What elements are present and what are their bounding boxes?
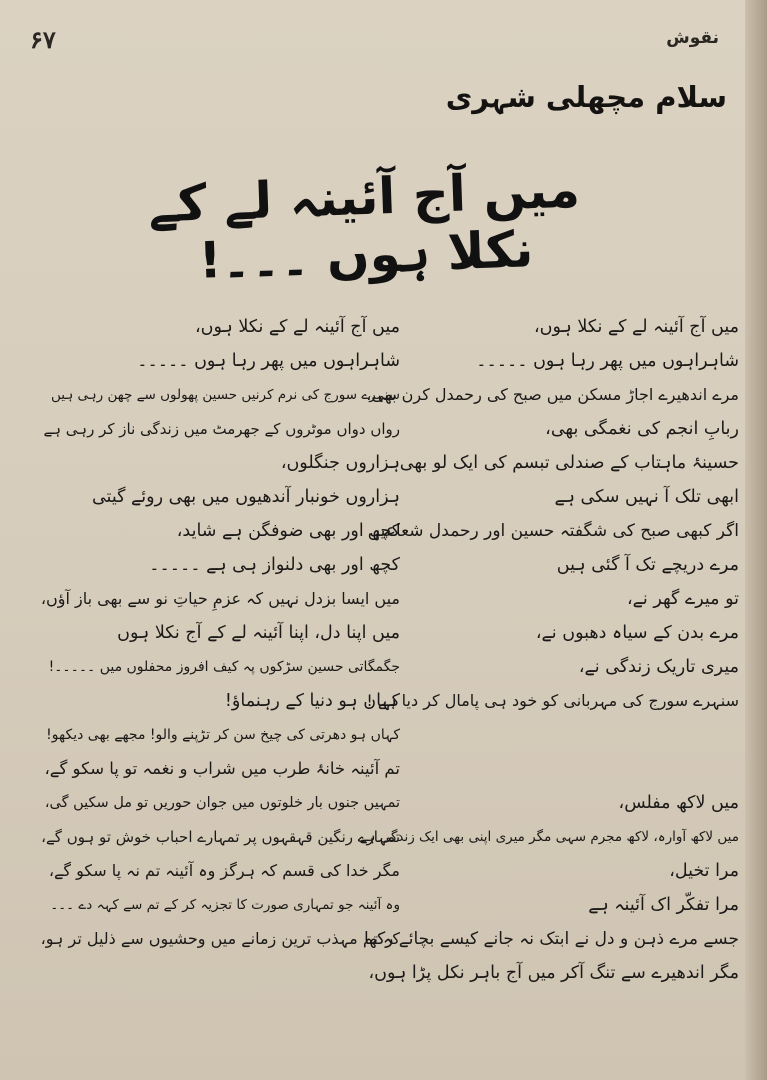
- poem-column-left: [40, 310, 400, 956]
- poem-line: مگر خدا کی قسم کہ ہرگز وہ آئینہ تم نہ پا سکو گے،: [48, 861, 400, 880]
- poem-line: کہاں ہو دھرتی کی چیخ سن کر تڑپنے والو! مجھے بھی دیکھو!: [46, 727, 400, 743]
- running-head: نقوش: [666, 28, 719, 48]
- poem-line: مرے اندھیرے اجاڑ مسکن میں صبح کی رحمدل کرن بھی،: [366, 385, 739, 404]
- page-number: ۶۷: [30, 25, 56, 54]
- poem-line: مرے بدن کے سیاہ دھبوں نے،: [535, 623, 739, 643]
- poem-title: میں آج آئینہ لے کے نکلا ہوں ۔۔۔!: [147, 160, 581, 290]
- book-gutter: [745, 0, 767, 1080]
- poem-line: تم آئینہ خانۂ طرب میں شراب و نغمہ تو پا سکو گے،: [44, 759, 400, 778]
- poem-line: شاہراہوں میں پھر رہا ہوں ۔۔۔۔۔: [476, 351, 739, 371]
- poem-line: میری تاریک زندگی نے،: [578, 657, 739, 677]
- poem-line: کہ تم مہذب ترین زمانے میں وحشیوں سے ذلیل تر ہو،: [40, 929, 400, 948]
- poem-line: میں ایسا بزدل نہیں کہ عزمِ حیاتِ نو سے بھی باز آؤں،: [40, 589, 400, 608]
- poem-line: ابھی تلک آ نہیں سکی ہے: [554, 487, 739, 507]
- poem-line: وہ آئینہ جو تمہاری صورت کا تجزیہ کر کے تم سے کہہ دے ۔۔۔: [50, 897, 400, 913]
- poem-line: میں آج آئینہ لے کے نکلا ہوں،: [194, 317, 400, 337]
- poem-column-right: [359, 310, 739, 990]
- poem-line: کچھ اور بھی ضوفگن ہے شاید،: [176, 521, 400, 541]
- poem-line: میں لاکھ مفلس،: [618, 793, 739, 813]
- poem-line: حسینۂ ماہتاب کے صندلی تبسم کی ایک لو بھی: [399, 453, 739, 473]
- poem-line: ہزاروں خونبار آندھیوں میں بھی روئے گیتی: [91, 487, 400, 507]
- author-name: سلام مچھلی شہری: [445, 80, 727, 114]
- poem-line: ہزاروں جنگلوں،: [280, 453, 400, 473]
- poem-line: مرے دریچے تک آ گئی ہیں: [556, 555, 739, 575]
- poem-line: اگر کبھی صبح کی شگفتہ حسین اور رحمدل شعاعیں: [367, 521, 739, 541]
- poem-line: سنہرے سورج کی نرم کرنیں حسین پھولوں سے چھن رہی ہیں: [50, 387, 400, 403]
- poem-line: تو میرے گھر نے،: [627, 589, 739, 609]
- poem-line: جسے مرے ذہن و دل نے ابتک نہ جانے کیسے بچائے رکھا: [364, 929, 739, 949]
- poem-line: تمہیں جنوں بار خلوتوں میں جوان حوریں تو مل سکیں گی،: [44, 795, 400, 811]
- stanza-break: [359, 718, 739, 752]
- stanza-break: [359, 752, 739, 786]
- poem-line: مرا تفکّر اک آئینہ ہے: [588, 895, 739, 915]
- poem-line: ربابِ انجم کی نغمگی بھی،: [545, 419, 739, 439]
- poem-line: جگمگاتی حسین سڑکوں پہ کیف افروز محفلوں میں ۔۔۔۔۔!: [48, 659, 400, 675]
- poem-line: میں لاکھ آوارہ، لاکھ مجرم سہی مگر میری اپنی بھی ایک زندگی ہے: [359, 829, 739, 845]
- poem-line: سنہرے سورج کی مہربانی کو خود ہی پامال کر دیا ہے !: [366, 691, 739, 710]
- poem-line: رواں دواں موٹروں کے جھرمٹ میں زندگی ناز کر رہی ہے: [43, 420, 400, 438]
- poem-line: مرا تخیل،: [669, 861, 739, 881]
- poem-line: میں آج آئینہ لے کے نکلا ہوں،: [533, 317, 739, 337]
- poem-line: میں اپنا دل، اپنا آئینہ لے کے آج نکلا ہوں: [117, 623, 400, 643]
- poem-line: کچھ اور بھی دلنواز ہی ہے ۔۔۔۔۔: [149, 555, 400, 575]
- poem-line: کہاں ہو دنیا کے رہنماؤ!: [224, 691, 400, 711]
- poem-line: شاہراہوں میں پھر رہا ہوں ۔۔۔۔۔: [137, 351, 400, 371]
- poem-line: تمہارے رنگین قہقہوں پر تمہارے احباب خوش تو ہوں گے،: [41, 828, 400, 846]
- poem-line: مگر اندھیرے سے تنگ آکر میں آج باہر نکل پڑا ہوں،: [368, 963, 739, 983]
